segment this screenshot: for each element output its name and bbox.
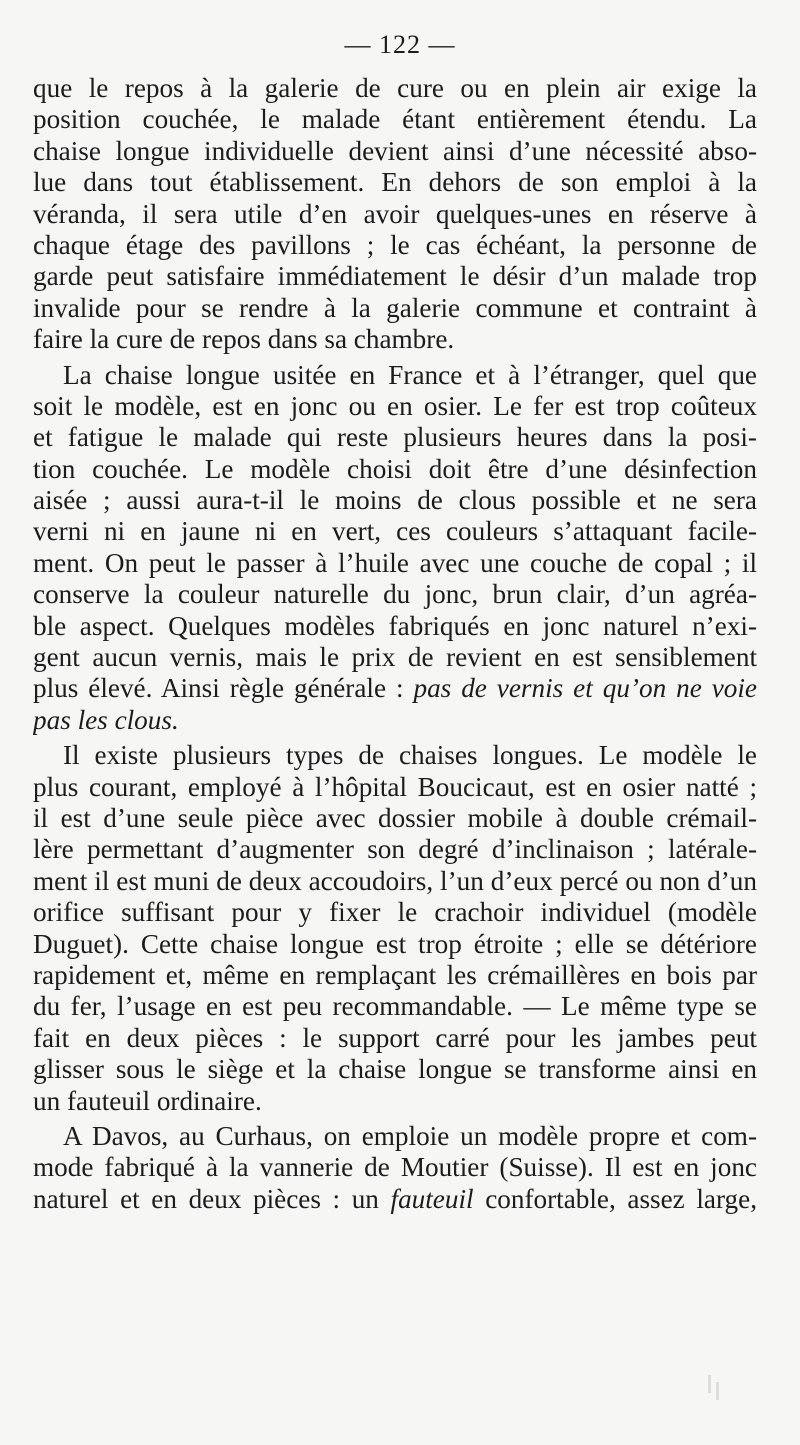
text-line: il est d’une seule pièce avec dossier mobile à double crémail- [33, 802, 757, 833]
text-line [33, 705, 757, 736]
text-line: Il existe plusieurs types de chaises longues. Le modèle le [63, 740, 757, 771]
paragraph-4 [33, 1121, 757, 1215]
text-line: chaise longue individuelle devient ainsi d’une nécessité abso- [33, 135, 757, 166]
text-line: fait en deux pièces : le support carré pour les jambes peut [33, 1022, 757, 1053]
text-line: chaque étage des pavillons ; le cas échéant, la personne de [33, 229, 757, 260]
text-line: du fer, l’usage en est peu recommandable. — Le même type se [33, 991, 757, 1022]
text-line: La chaise longue usitée en France et à l’étranger, quel que [63, 359, 757, 390]
text-line: soit le modèle, est en jonc ou en osier. Le fer est trop coûteux [33, 390, 757, 421]
text-line: aisée ; aussi aura-t-il le moins de clous possible et ne sera [33, 485, 757, 516]
paragraph-3 [33, 740, 757, 1117]
text-line: orifice suffisant pour y fixer le crachoir individuel (modèle [33, 897, 757, 928]
text-line: A Davos, au Curhaus, on emploie un modèle propre et com- [63, 1120, 757, 1151]
text-line [33, 673, 757, 704]
paragraph-1 [33, 73, 757, 356]
italic-text: pas de vernis et qu’on ne voie [413, 673, 757, 704]
text-line: garde peut satisfaire immédiatement le désir d’un malade trop [33, 261, 757, 292]
text-line: faire la cure de repos dans sa chambre. [33, 324, 455, 355]
paragraph-2 [33, 360, 757, 737]
text-line: et fatigue le malade qui reste plusieurs heures dans la posi- [33, 422, 757, 453]
page-body [33, 73, 757, 1215]
text-line: ble aspect. Quelques modèles fabriqués en jonc naturel n’exi- [33, 610, 757, 641]
text-line: ment. On peut le passer à l’huile avec une couche de copal ; il [33, 547, 757, 578]
text-line: Duguet). Cette chaise longue est trop étroite ; elle se détériore [33, 928, 757, 959]
page-number: — 122 — [344, 30, 456, 59]
text-line: rapidement et, même en remplaçant les crémaillères en bois par [33, 959, 757, 990]
text-line: un fauteuil ordinaire. [33, 1085, 262, 1116]
text-line: invalide pour se rendre à la galerie commune et contraint à [33, 292, 757, 323]
text-line: plus courant, employé à l’hôpital Boucicaut, est en osier natté ; [33, 771, 757, 802]
text-line: véranda, il sera utile d’en avoir quelques-unes en réserve à [33, 198, 757, 229]
text-line: que le repos à la galerie de cure ou en plein air exige la [33, 73, 757, 103]
italic-text: pas les clous. [33, 704, 179, 735]
text-line: mode fabriqué à la vannerie de Moutier (Suisse). Il est en jonc [33, 1152, 757, 1183]
scan-artifact [708, 1375, 711, 1393]
text-line: position couchée, le malade étant entièrement étendu. La [33, 104, 757, 135]
text-line: tion couchée. Le modèle choisi doit être d’une désinfection [33, 453, 757, 484]
scan-artifact [716, 1382, 719, 1400]
text-line: lue dans tout établissement. En dehors de son emploi à la [33, 167, 757, 198]
text-line: lère permettant d’augmenter son degré d’inclinaison ; latérale- [33, 834, 757, 865]
italic-text: fauteuil [390, 1183, 474, 1214]
text-run: plus élevé. Ainsi règle générale : [33, 673, 414, 704]
text-run: naturel et en deux pièces : un [33, 1183, 391, 1214]
text-line: ment il est muni de deux accoudoirs, l’un d’eux percé ou non d’un [33, 865, 757, 896]
text-run: confortable, assez large, [473, 1183, 757, 1214]
text-line [33, 1184, 757, 1215]
text-line: conserve la couleur naturelle du jonc, brun clair, d’un agréa- [33, 579, 757, 610]
text-line: glisser sous le siège et la chaise longue se transforme ainsi en [33, 1054, 757, 1085]
text-line: gent aucun vernis, mais le prix de revient en est sensiblement [33, 642, 757, 673]
text-line: verni ni en jaune ni en vert, ces couleurs s’attaquant facile- [33, 516, 757, 547]
